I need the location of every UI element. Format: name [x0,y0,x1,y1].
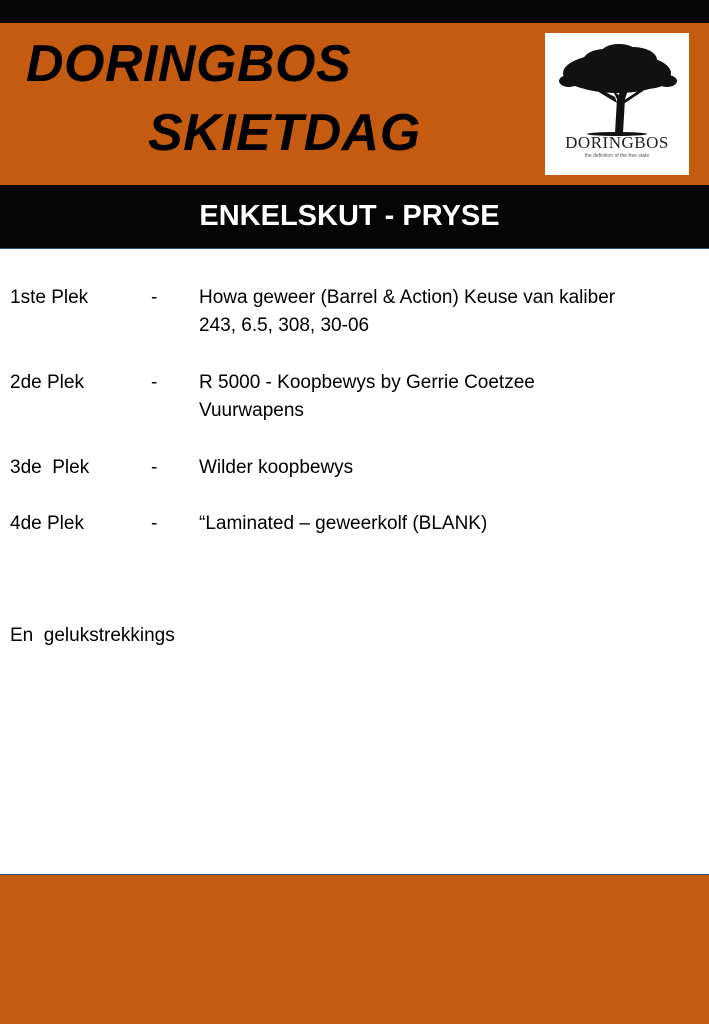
title-banner [0,23,709,185]
title-line-2: SKIETDAG [148,104,421,162]
logo-tagline: the definition of the free state [584,153,650,159]
prize-dash: - [151,457,158,478]
prize-dash: - [151,372,158,393]
bottom-orange-band [0,874,709,1024]
title-line-1: DORINGBOS [26,35,352,93]
prize-dash: - [151,513,158,534]
prize-place: 3de Plek [10,457,90,478]
prize-place: 1ste Plek [10,287,89,308]
subtitle-bar [0,185,709,249]
prize-place: 2de Plek [10,372,84,393]
subtitle: ENKELSKUT - PRYSE [199,200,500,232]
prize-description: R 5000 - Koopbewys by Gerrie Coetzee Vuurwapens [199,372,535,421]
tree-icon [545,33,689,137]
prize-place: 4de Plek [10,513,84,534]
doringbos-logo [545,33,689,175]
logo-wordmark: DORINGBOS [565,133,669,152]
prize-description: “Laminated – geweerkolf (BLANK) [199,513,488,534]
prize-dash: - [151,287,158,308]
lucky-draws-note: En gelukstrekkings [10,625,175,646]
prize-description: Wilder koopbewys [199,457,354,478]
top-black-bar [0,0,709,23]
prize-description: Howa geweer (Barrel & Action) Keuse van kaliber 243, 6.5, 308, 30-06 [199,287,616,336]
